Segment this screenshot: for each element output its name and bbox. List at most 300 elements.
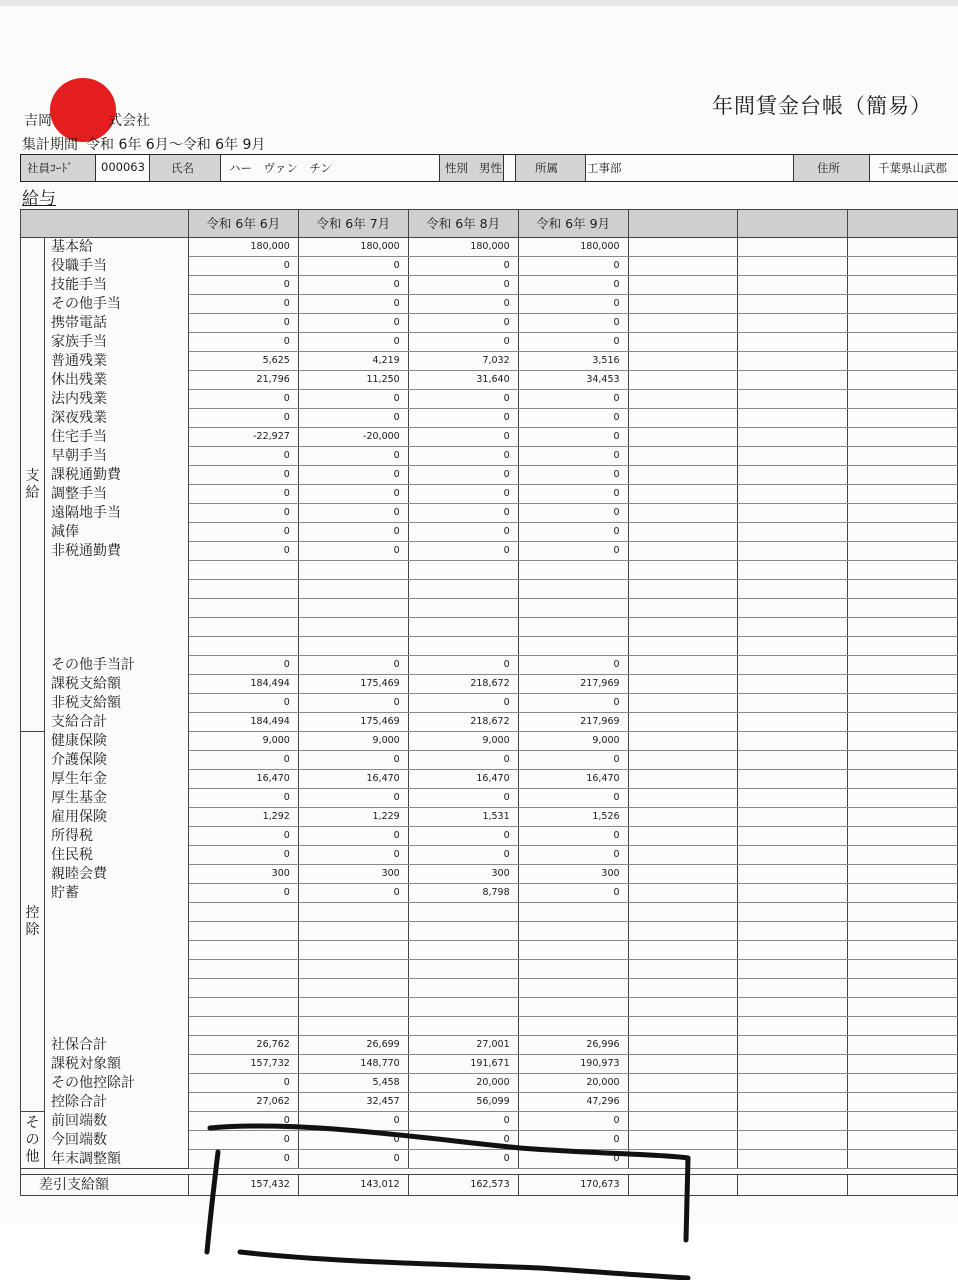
value-cell: 0 [298,827,408,846]
value-cell: 0 [518,751,628,770]
row-label [44,903,188,922]
month-header: 令和 6年 6月 [188,210,298,238]
empty-cell [518,1017,628,1036]
empty-cell [848,428,958,447]
empty-cell [738,903,848,922]
row-label: 非税通勤費 [44,542,188,561]
row-label: 調整手当 [44,485,188,504]
value-cell: 0 [188,390,298,409]
empty-cell [628,865,738,884]
empty-cell [848,637,958,656]
value-cell: 16,470 [298,770,408,789]
empty-cell [848,390,958,409]
document-title: 年間賃金台帳（簡易） [712,94,932,118]
value-cell: 191,671 [408,1055,518,1074]
empty-cell [848,371,958,390]
empty-cell [738,656,848,675]
net-pay-row [21,1175,958,1196]
empty-cell [738,238,848,257]
empty-cell [408,1017,518,1036]
value-cell: 0 [298,276,408,295]
empty-cell [738,637,848,656]
empty-cell [628,276,738,295]
empty-cell [408,599,518,618]
empty-cell [738,675,848,694]
value-cell: 0 [298,751,408,770]
value-cell: 218,672 [408,675,518,694]
empty-cell [738,1150,848,1169]
month-header [738,210,848,238]
empty-cell [518,637,628,656]
row-label: 深夜残業 [44,409,188,428]
value-cell: 0 [408,1150,518,1169]
empty-cell [738,998,848,1017]
month-header: 令和 6年 9月 [518,210,628,238]
value-cell: 21,796 [188,371,298,390]
empty-cell [628,656,738,675]
value-cell: 0 [518,1150,628,1169]
table-row [21,523,958,542]
empty-cell [848,998,958,1017]
row-label [44,960,188,979]
empty-cell [628,1036,738,1055]
empty-cell [628,751,738,770]
empty-cell [738,390,848,409]
empty-cell [628,941,738,960]
empty-cell [188,637,298,656]
table-row [21,276,958,295]
empty-cell [848,238,958,257]
group-label-deduct_rows: 控除 [21,732,45,1112]
value-cell: 0 [188,447,298,466]
value-cell: 0 [188,542,298,561]
empty-cell [738,314,848,333]
table-row [21,447,958,466]
empty-cell [628,599,738,618]
value-cell: 0 [408,333,518,352]
value-cell: 0 [188,751,298,770]
value-cell: 0 [298,466,408,485]
table-row [21,637,958,656]
value-cell: 0 [518,257,628,276]
value-cell: 300 [188,865,298,884]
empty-cell [628,314,738,333]
empty-cell [628,333,738,352]
row-label: 基本給 [44,238,188,257]
value-cell: 0 [298,1112,408,1131]
value-cell: 0 [518,485,628,504]
value-cell: 180,000 [188,238,298,257]
empty-cell [848,979,958,998]
value-cell: 0 [408,542,518,561]
empty-cell [408,998,518,1017]
empty-cell [848,675,958,694]
empty-cell [738,1093,848,1112]
row-label: 厚生基金 [44,789,188,808]
row-label [44,618,188,637]
empty-cell [628,428,738,447]
empty-cell [188,1017,298,1036]
empty-cell [628,466,738,485]
empty-cell [298,637,408,656]
value-cell: 3,516 [518,352,628,371]
value-cell: 9,000 [298,732,408,751]
value-cell: 5,458 [298,1074,408,1093]
value-cell: 0 [518,447,628,466]
value-cell: 1,531 [408,808,518,827]
empty-cell [628,561,738,580]
row-label: 普通残業 [44,352,188,371]
value-cell: 0 [298,447,408,466]
empty-cell [848,333,958,352]
value-cell: 0 [408,1131,518,1150]
empty-cell [738,1175,848,1196]
row-label [44,1017,188,1036]
row-label: 社保合計 [44,1036,188,1055]
table-row [21,827,958,846]
empty-cell [628,827,738,846]
table-row [21,352,958,371]
value-cell: 0 [408,827,518,846]
value-cell: 0 [188,694,298,713]
table-row [21,770,958,789]
empty-cell [628,542,738,561]
value-cell: 0 [408,447,518,466]
value-cell: 56,099 [408,1093,518,1112]
row-label: 年末調整額 [44,1150,188,1169]
value-cell: 0 [298,314,408,333]
value-cell: 0 [188,295,298,314]
empty-cell [628,903,738,922]
empty-cell [738,428,848,447]
empty-cell [738,865,848,884]
empty-cell [408,903,518,922]
table-row [21,789,958,808]
value-cell: 5,625 [188,352,298,371]
value-cell: 0 [518,789,628,808]
value-cell: 0 [188,333,298,352]
empty-cell [188,599,298,618]
value-cell: 26,699 [298,1036,408,1055]
value-cell: 0 [188,485,298,504]
value-cell: 0 [298,542,408,561]
table-row [21,295,958,314]
period-label: 集計期間 [22,137,78,153]
value-cell: 16,470 [408,770,518,789]
empty-cell [848,580,958,599]
empty-cell [628,713,738,732]
value-cell: 7,032 [408,352,518,371]
empty-cell [628,371,738,390]
value-cell: 0 [298,789,408,808]
row-label: 役職手当 [44,257,188,276]
value-cell: 0 [518,1112,628,1131]
value-cell: 16,470 [188,770,298,789]
table-row [21,922,958,941]
address-label: 住所 [817,161,840,175]
value-cell: 0 [188,466,298,485]
row-label: 貯蓄 [44,884,188,903]
value-cell: 1,229 [298,808,408,827]
empty-cell [848,599,958,618]
value-cell: 0 [298,1131,408,1150]
empty-cell [848,789,958,808]
empty-cell [298,1017,408,1036]
empty-cell [628,1017,738,1036]
empty-cell [738,884,848,903]
empty-cell [738,713,848,732]
empty-cell [628,238,738,257]
empty-cell [628,485,738,504]
empty-cell [408,580,518,599]
value-cell: 0 [518,314,628,333]
empty-cell [848,352,958,371]
empty-cell [738,770,848,789]
employee-name-label: 氏名 [171,161,194,175]
empty-cell [188,998,298,1017]
value-cell: 0 [298,846,408,865]
employee-name: ハー ヴァン チン [229,161,332,175]
empty-cell [848,713,958,732]
empty-cell [408,561,518,580]
table-row [21,656,958,675]
empty-cell [738,808,848,827]
value-cell: 27,062 [188,1093,298,1112]
value-cell: 0 [298,257,408,276]
table-row [21,846,958,865]
table-row [21,561,958,580]
employee-code-label: 社員ｺｰﾄﾞ [27,161,73,175]
value-cell: 0 [518,1131,628,1150]
row-label: 家族手当 [44,333,188,352]
empty-cell [628,808,738,827]
empty-cell [738,1131,848,1150]
row-label: 介護保険 [44,751,188,770]
empty-cell [738,941,848,960]
empty-cell [188,580,298,599]
value-cell: 0 [408,751,518,770]
value-cell: 0 [408,656,518,675]
table-row [21,238,958,257]
empty-cell [848,1112,958,1131]
empty-cell [518,922,628,941]
empty-cell [298,960,408,979]
row-label: 健康保険 [44,732,188,751]
value-cell: 0 [518,542,628,561]
empty-cell [518,618,628,637]
row-label: 技能手当 [44,276,188,295]
row-label [44,941,188,960]
empty-cell [738,485,848,504]
value-cell: 0 [408,295,518,314]
empty-cell [848,694,958,713]
value-cell: 175,469 [298,675,408,694]
empty-cell [628,295,738,314]
value-cell: 0 [518,656,628,675]
empty-cell [738,257,848,276]
row-label: 親睦会費 [44,865,188,884]
row-label [44,979,188,998]
row-label: 早朝手当 [44,447,188,466]
header-label-cell [21,210,189,238]
empty-cell [848,1036,958,1055]
empty-cell [518,903,628,922]
table-row [21,979,958,998]
empty-cell [738,409,848,428]
table-row [21,618,958,637]
empty-cell [188,903,298,922]
empty-cell [738,599,848,618]
empty-cell [738,523,848,542]
row-label [44,998,188,1017]
empty-cell [848,770,958,789]
net-pay-value: 162,573 [408,1175,518,1196]
value-cell: -22,927 [188,428,298,447]
wage-ledger-table [20,209,958,1196]
empty-cell [738,580,848,599]
empty-cell [848,1131,958,1150]
empty-cell [738,504,848,523]
empty-cell [738,1074,848,1093]
empty-cell [628,504,738,523]
empty-cell [628,390,738,409]
value-cell: 4,219 [298,352,408,371]
value-cell: 0 [518,390,628,409]
empty-cell [408,941,518,960]
row-label: 課税支給額 [44,675,188,694]
empty-cell [848,618,958,637]
value-cell: 0 [518,827,628,846]
value-cell: 27,001 [408,1036,518,1055]
empty-cell [518,979,628,998]
empty-cell [298,599,408,618]
value-cell: 47,296 [518,1093,628,1112]
empty-cell [738,352,848,371]
company-suffix: 式会社 [108,113,150,129]
value-cell: 34,453 [518,371,628,390]
value-cell: 190,973 [518,1055,628,1074]
empty-cell [848,485,958,504]
value-cell: 0 [408,485,518,504]
table-row [21,732,958,751]
empty-cell [628,580,738,599]
row-label: 法内残業 [44,390,188,409]
empty-cell [848,732,958,751]
empty-cell [738,922,848,941]
month-header: 令和 6年 7月 [298,210,408,238]
empty-cell [848,276,958,295]
empty-cell [628,979,738,998]
period [22,134,265,154]
month-header [848,210,958,238]
empty-cell [188,941,298,960]
table-row [21,371,958,390]
value-cell: -20,000 [298,428,408,447]
table-row [21,998,958,1017]
company-name [24,110,150,130]
value-cell: 0 [408,789,518,808]
value-cell: 300 [518,865,628,884]
table-row [21,960,958,979]
value-cell: 0 [408,466,518,485]
empty-cell [628,694,738,713]
empty-cell [848,523,958,542]
value-cell: 148,770 [298,1055,408,1074]
empty-cell [848,884,958,903]
value-cell: 0 [188,523,298,542]
table-row [21,675,958,694]
row-label: その他手当計 [44,656,188,675]
empty-cell [738,1055,848,1074]
empty-cell [738,371,848,390]
row-label [44,561,188,580]
empty-cell [738,694,848,713]
value-cell: 20,000 [408,1074,518,1093]
row-label: 携帯電話 [44,314,188,333]
ledger-sheet [0,6,958,1224]
empty-cell [848,1093,958,1112]
value-cell: 0 [518,884,628,903]
row-label: その他控除計 [44,1074,188,1093]
table-row [21,1112,958,1131]
value-cell: 0 [298,390,408,409]
value-cell: 0 [518,694,628,713]
table-row [21,1017,958,1036]
empty-cell [628,409,738,428]
value-cell: 0 [298,884,408,903]
empty-cell [848,941,958,960]
empty-cell [738,276,848,295]
empty-cell [628,1074,738,1093]
empty-cell [188,979,298,998]
row-label: 非税支給額 [44,694,188,713]
row-label: 住宅手当 [44,428,188,447]
row-label: 厚生年金 [44,770,188,789]
table-row [21,865,958,884]
value-cell: 26,996 [518,1036,628,1055]
empty-cell [298,580,408,599]
value-cell: 0 [298,1150,408,1169]
empty-cell [738,751,848,770]
value-cell: 300 [408,865,518,884]
row-label: 課税対象額 [44,1055,188,1074]
value-cell: 0 [408,314,518,333]
table-row [21,390,958,409]
value-cell: 0 [188,1112,298,1131]
net-pay-value: 170,673 [518,1175,628,1196]
value-cell: 9,000 [188,732,298,751]
value-cell: 32,457 [298,1093,408,1112]
value-cell: 0 [408,276,518,295]
empty-cell [738,333,848,352]
empty-cell [848,1055,958,1074]
row-label: その他手当 [44,295,188,314]
empty-cell [848,656,958,675]
table-row [21,1150,958,1169]
empty-cell [738,1112,848,1131]
empty-cell [628,1093,738,1112]
value-cell: 0 [518,409,628,428]
empty-cell [298,618,408,637]
empty-cell [738,447,848,466]
table-row [21,808,958,827]
company-prefix: 吉岡 [24,113,52,129]
row-label: 休出残業 [44,371,188,390]
table-row [21,333,958,352]
net-pay-label: 差引支給額 [21,1175,189,1196]
value-cell: 0 [408,523,518,542]
empty-cell [628,618,738,637]
